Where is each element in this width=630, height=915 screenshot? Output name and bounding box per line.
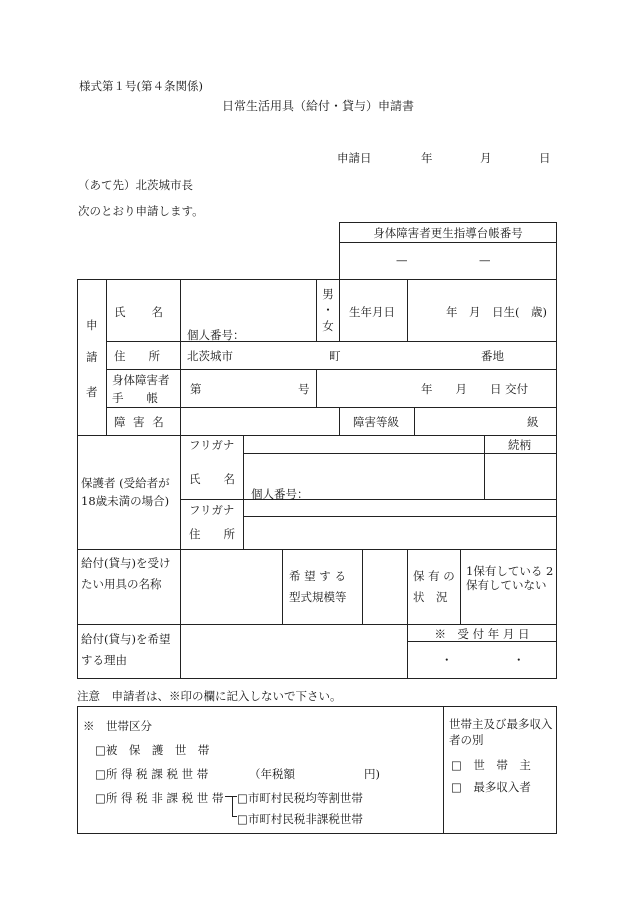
intro-text: 次のとおり申請します。 [78, 204, 204, 218]
personal-number-label: 個人番号： [187, 328, 245, 342]
birth-date-label: 生年月日 [349, 305, 395, 319]
guardian-relation-label: 続柄 [508, 438, 531, 452]
guardian-furigana-label: フリガナ [189, 438, 235, 452]
holding-status-options: 1保有している 2保有していない [466, 564, 554, 592]
guardian-address-label: 住 所 [189, 527, 235, 541]
ledger-separator: — [479, 253, 491, 267]
ledger-label: 身体障害者更生指導台帳番号 [373, 226, 523, 240]
address-town-label: 町 [329, 349, 341, 363]
applicant-side-label: 申 [86, 318, 98, 332]
received-date-label: ※ 受 付 年 月 日 [434, 627, 530, 641]
address-label: 住 所 [114, 349, 160, 363]
disability-grade-label: 障害等級 [353, 415, 399, 429]
sex-label-male: 男 [322, 287, 334, 301]
addressee: （あて先）北茨城市長 [78, 178, 193, 192]
address-number-label: 番地 [481, 349, 504, 363]
date-month-label: 月 [480, 151, 492, 165]
household-title: ※ 世帯区分 [83, 719, 152, 733]
household-option-taxed: □所 得 税 課 税 世 帯 [95, 767, 209, 781]
handbook-issue-date: 年 月 日 交付 [421, 382, 529, 396]
ledger-separator: — [396, 253, 408, 267]
received-date-dot: ・ [441, 653, 453, 667]
handbook-number-suffix: 号 [298, 382, 310, 396]
household-suboption-exempt: □市町村民税非課税世帯 [237, 812, 363, 826]
head-of-household-title: 世帯主及び最多収入者の別 [449, 717, 553, 747]
household-suboption-flat: □市町村民税均等割世帯 [237, 791, 363, 805]
applicant-side-label: 請 [86, 350, 98, 364]
note-text: 注意 申請者は、※印の欄に記入しないで下さい。 [77, 689, 342, 703]
guardian-furigana-label: フリガナ [189, 503, 235, 517]
guardian-label: 保護者 (受給者が18歳未満の場合) [81, 476, 170, 508]
application-date-label: 申請日 [337, 151, 372, 165]
guardian-personal-number-label: 個人番号： [251, 487, 309, 501]
form-title: 日常生活用具（給付・貸与）申請書 [222, 99, 415, 113]
disability-grade-suffix: 級 [527, 415, 539, 429]
address-city: 北茨城市 [187, 349, 233, 363]
applicant-side-label: 者 [86, 385, 98, 399]
sex-label-dot: ・ [322, 303, 334, 317]
reason-label: 給付(貸与)を希望する理由 [81, 632, 171, 667]
sex-label-female: 女 [322, 319, 334, 333]
disability-label: 障 害 名 [114, 415, 166, 429]
date-day-label: 日 [539, 151, 551, 165]
date-year-label: 年 [421, 151, 433, 165]
birth-date-value: 年 月 日生( 歳) [446, 305, 547, 319]
name-label: 氏 名 [114, 305, 164, 319]
household-option-welfare: □被 保 護 世 帯 [95, 743, 210, 757]
head-option-householder: □ 世 帯 主 [451, 758, 531, 772]
form-number: 様式第１号(第４条関係) [79, 79, 203, 93]
received-date-dot: ・ [513, 653, 525, 667]
desired-model-label: 希 望 す る 型式規模等 [289, 569, 347, 604]
guardian-name-label: 氏 名 [189, 472, 235, 486]
holding-status-label: 保 有 の 状 況 [413, 569, 455, 604]
equipment-name-label: 給付(貸与)を受けたい用具の名称 [81, 556, 171, 591]
tax-amount-label: （年税額 円) [249, 767, 380, 781]
head-option-top-earner: □ 最多収入者 [451, 780, 531, 794]
handbook-label: 身体障害者手 帳 [112, 373, 170, 405]
household-option-untaxed: □所 得 税 非 課 税 世 帯 [95, 791, 224, 805]
handbook-number-prefix: 第 [190, 382, 202, 396]
